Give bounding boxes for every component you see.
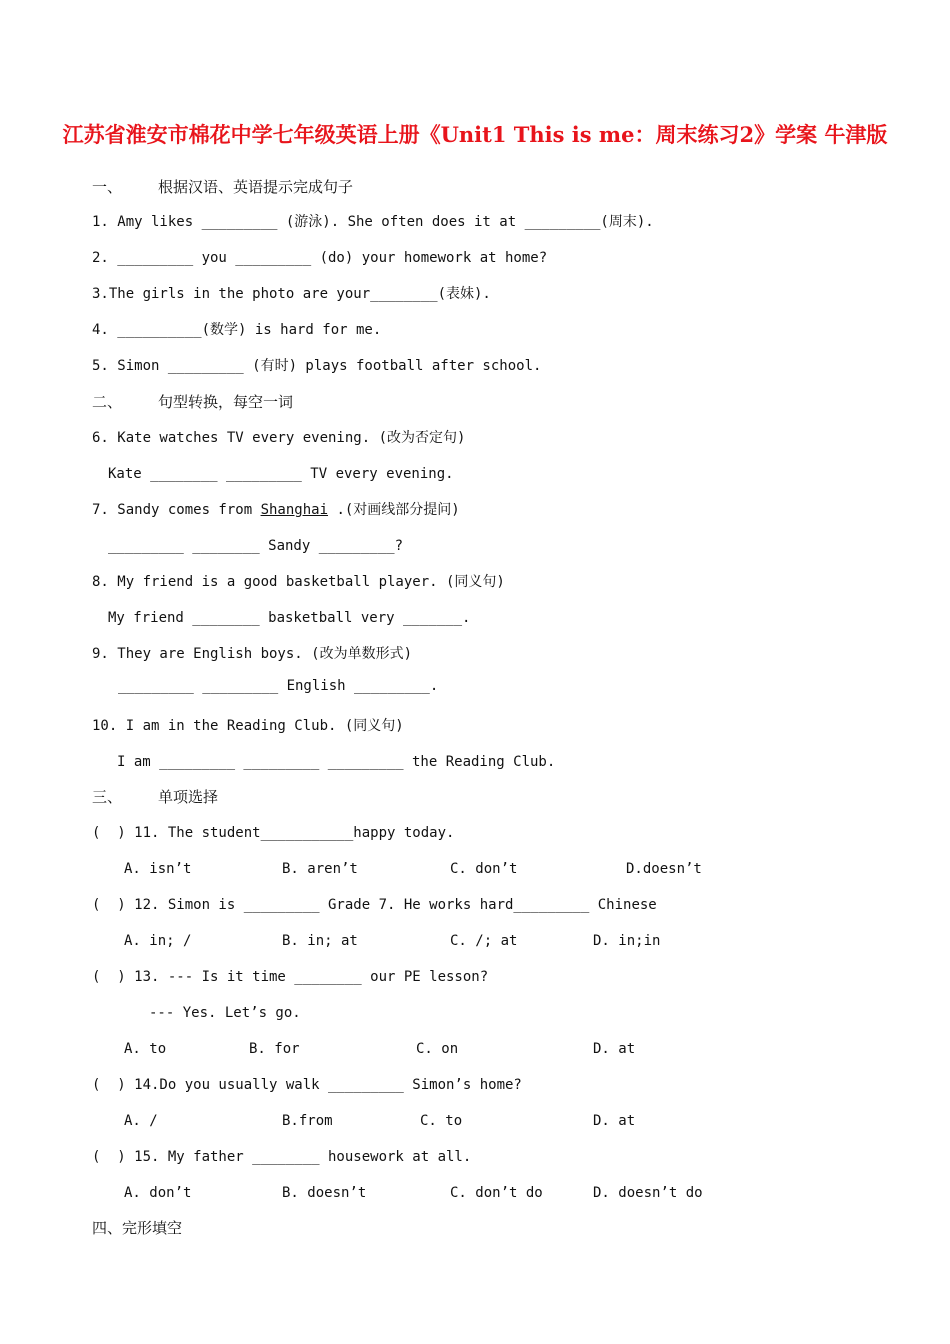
option-11-d: D.doesn’t	[626, 861, 702, 877]
question-8-answer-line: My friend ________ basketball very _______.	[108, 610, 471, 626]
question-11: ( ) 11. The student___________happy today.	[92, 825, 455, 841]
option-14-b: B.from	[282, 1113, 333, 1129]
question-13: ( ) 13. --- Is it time ________ our PE lesson?	[92, 969, 489, 985]
question-7-underlined: Shanghai	[260, 502, 329, 518]
question-2: 2. _________ you _________ (do) your homework at home?	[92, 250, 548, 266]
question-6-answer-line: Kate ________ _________ TV every evening.	[108, 466, 454, 482]
option-13-a: A. to	[124, 1041, 167, 1057]
option-15-a: A. don’t	[124, 1185, 192, 1201]
question-15: ( ) 15. My father ________ housework at all.	[92, 1149, 472, 1165]
question-3: 3.The girls in the photo are your________(表妹).	[92, 286, 491, 302]
option-13-d: D. at	[593, 1041, 636, 1057]
section3-number: 三、	[92, 788, 123, 806]
document-title: 江苏省淮安市棉花中学七年级英语上册《Unit1 This is me：周末练习2》学案 牛津版	[62, 122, 888, 147]
question-4: 4. __________(数学) is hard for me.	[92, 322, 382, 338]
option-12-b: B. in; at	[282, 933, 358, 949]
section1-title: 根据汉语、英语提示完成句子	[158, 178, 354, 196]
option-11-c: C. don’t	[450, 861, 518, 877]
question-9: 9. They are English boys. (改为单数形式)	[92, 646, 413, 662]
option-11-b: B. aren’t	[282, 861, 358, 877]
section2-title: 句型转换，每空一词	[158, 393, 294, 411]
question-1: 1. Amy likes _________ (游泳). She often does it at _________(周末).	[92, 214, 654, 230]
option-15-c: C. don’t do	[450, 1185, 543, 1201]
option-11-a: A. isn’t	[124, 861, 192, 877]
option-12-d: D. in;in	[593, 933, 661, 949]
option-12-a: A. in; /	[124, 933, 192, 949]
option-14-d: D. at	[593, 1113, 636, 1129]
question-7-prefix: 7. Sandy comes from	[92, 502, 261, 518]
question-8: 8. My friend is a good basketball player. (同义句)	[92, 574, 505, 590]
option-13-c: C. on	[416, 1041, 459, 1057]
section1-number: 一、	[92, 178, 123, 196]
question-7	[92, 500, 460, 520]
option-15-b: B. doesn’t	[282, 1185, 367, 1201]
question-10-answer-line: I am _________ _________ _________ the Reading Club.	[117, 754, 556, 770]
question-6: 6. Kate watches TV every evening. (改为否定句)	[92, 430, 466, 446]
option-13-b: B. for	[249, 1041, 300, 1057]
question-5: 5. Simon _________ (有时) plays football after school.	[92, 358, 542, 374]
question-13-reply: --- Yes. Let’s go.	[149, 1005, 301, 1021]
question-14: ( ) 14.Do you usually walk _________ Simon’s home?	[92, 1077, 522, 1093]
option-15-d: D. doesn’t do	[593, 1185, 703, 1201]
question-10: 10. I am in the Reading Club. (同义句)	[92, 718, 404, 734]
option-14-a: A. /	[124, 1113, 158, 1129]
section3-title: 单项选择	[158, 788, 219, 806]
question-12: ( ) 12. Simon is _________ Grade 7. He works hard_________ Chinese	[92, 897, 657, 913]
question-7-answer-line: _________ ________ Sandy _________?	[108, 538, 404, 554]
option-12-c: C. /; at	[450, 933, 518, 949]
option-14-c: C. to	[420, 1113, 463, 1129]
section2-number: 二、	[92, 393, 123, 411]
question-7-suffix: .(对画线部分提问)	[328, 502, 460, 518]
question-9-answer-line: _________ _________ English _________.	[118, 678, 439, 694]
section4-title: 四、完形填空	[92, 1219, 183, 1237]
